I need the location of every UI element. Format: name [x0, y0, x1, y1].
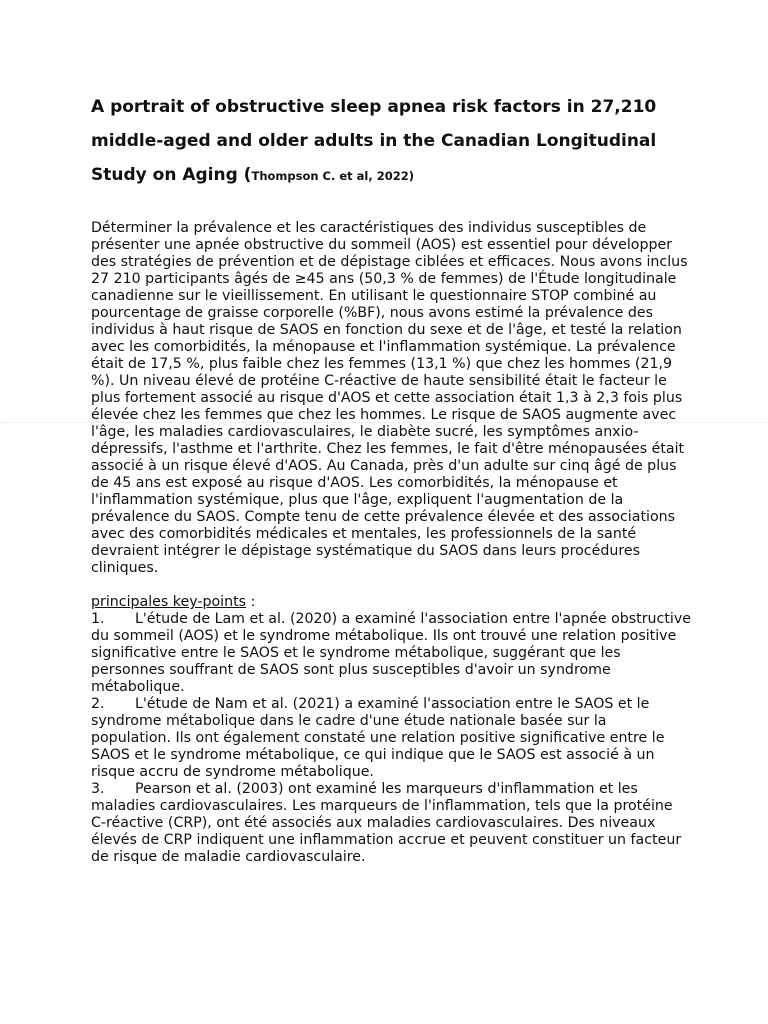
keypoints-heading — [91, 594, 691, 611]
keypoint-number: 2. — [91, 696, 105, 712]
keypoint-number: 1. — [91, 611, 105, 627]
keypoint-text: Pearson et al. (2003) ont examiné les marqueurs d'inflammation et les maladies cardiovasculaires. Les marqueurs de l'inflammation, tels que la protéine C-réactive (CRP), ont été associés aux maladies cardiovasculaires. Des niveaux élevés de CRP indiquent une inflammation accrue et peuvent constituer un facteur de risque de maladie cardiovasculaire. — [91, 781, 682, 865]
keypoint-item — [91, 696, 691, 781]
abstract-paragraph: Déterminer la prévalence et les caractéristiques des individus susceptibles de présenter une apnée obstructive du sommeil (AOS) est essentiel pour développer des stratégies de prévention et de dépistage ciblées et efficaces. Nous avons inclus 27 210 participants âgés de ≥45 ans (50,3 % de femmes) de l'Étude longitudinale canadienne sur le vieillissement. En utilisant le questionnaire STOP combiné au pourcentage de graisse corporelle (%BF), nous avons estimé la prévalence des individus à haut risque de SAOS en fonction du sexe et de l'âge, et testé la relation avec les comorbidités, la ménopause et l'inflammation systémique. La prévalence était de 17,5 %, plus faible chez les femmes (13,1 %) que chez les hommes (21,9 %). Un niveau élevé de protéine C-réactive de haute sensibilité était le facteur le plus fortement associé au risque d'AOS et cette association était 1,3 à 2,3 fois plus élevée chez les femmes que chez les hommes. Le risque de SAOS augmente avec l'âge, les maladies cardiovasculaires, le diabète sucré, les symptômes anxio-dépressifs, l'asthme et l'arthrite. Chez les femmes, le fait d'être ménopausées était associé à un risque élevé d'AOS. Au Canada, près d'un adulte sur cinq âgé de plus de 45 ans est exposé au risque d'AOS. Les comorbidités, la ménopause et l'inflammation systémique, plus que l'âge, expliquent l'augmentation de la prévalence du SAOS. Compte tenu de cette prévalence élevée et des associations avec des comorbidités médicales et mentales, les professionnels de la santé devraient intégrer le dépistage systématique du SAOS dans leurs procédures cliniques. — [91, 220, 688, 576]
keypoint-item — [91, 611, 691, 696]
keypoint-number: 3. — [91, 781, 105, 797]
keypoint-item — [91, 781, 691, 866]
keypoint-text: L'étude de Lam et al. (2020) a examiné l'association entre l'apnée obstructive du sommeil (AOS) et le syndrome métabolique. Ils ont trouvé une relation positive significative entre le SAOS et le syndrome métabolique, suggérant que les personnes souffrant de SAOS sont plus susceptibles d'avoir un syndrome métabolique. — [91, 611, 691, 695]
title-main: A portrait of obstructive sleep apnea risk factors in 27,210 middle-aged and older adults in the Canadian Longitudinal Study on Aging ( — [91, 97, 657, 185]
document-page — [91, 90, 691, 866]
keypoints-heading-label: principales key-points — [91, 594, 247, 610]
keypoints-heading-suffix: : — [246, 594, 256, 610]
title-citation: Thompson C. et al, 2022) — [251, 169, 415, 183]
keypoint-text: L'étude de Nam et al. (2021) a examiné l'association entre le SAOS et le syndrome métabolique dans le cadre d'une étude nationale basée sur la population. Ils ont également constaté une relation positive significative entre le SAOS et le syndrome métabolique, ce qui indique que le SAOS est associé à un risque accru de syndrome métabolique. — [91, 696, 665, 780]
document-title — [91, 90, 691, 193]
